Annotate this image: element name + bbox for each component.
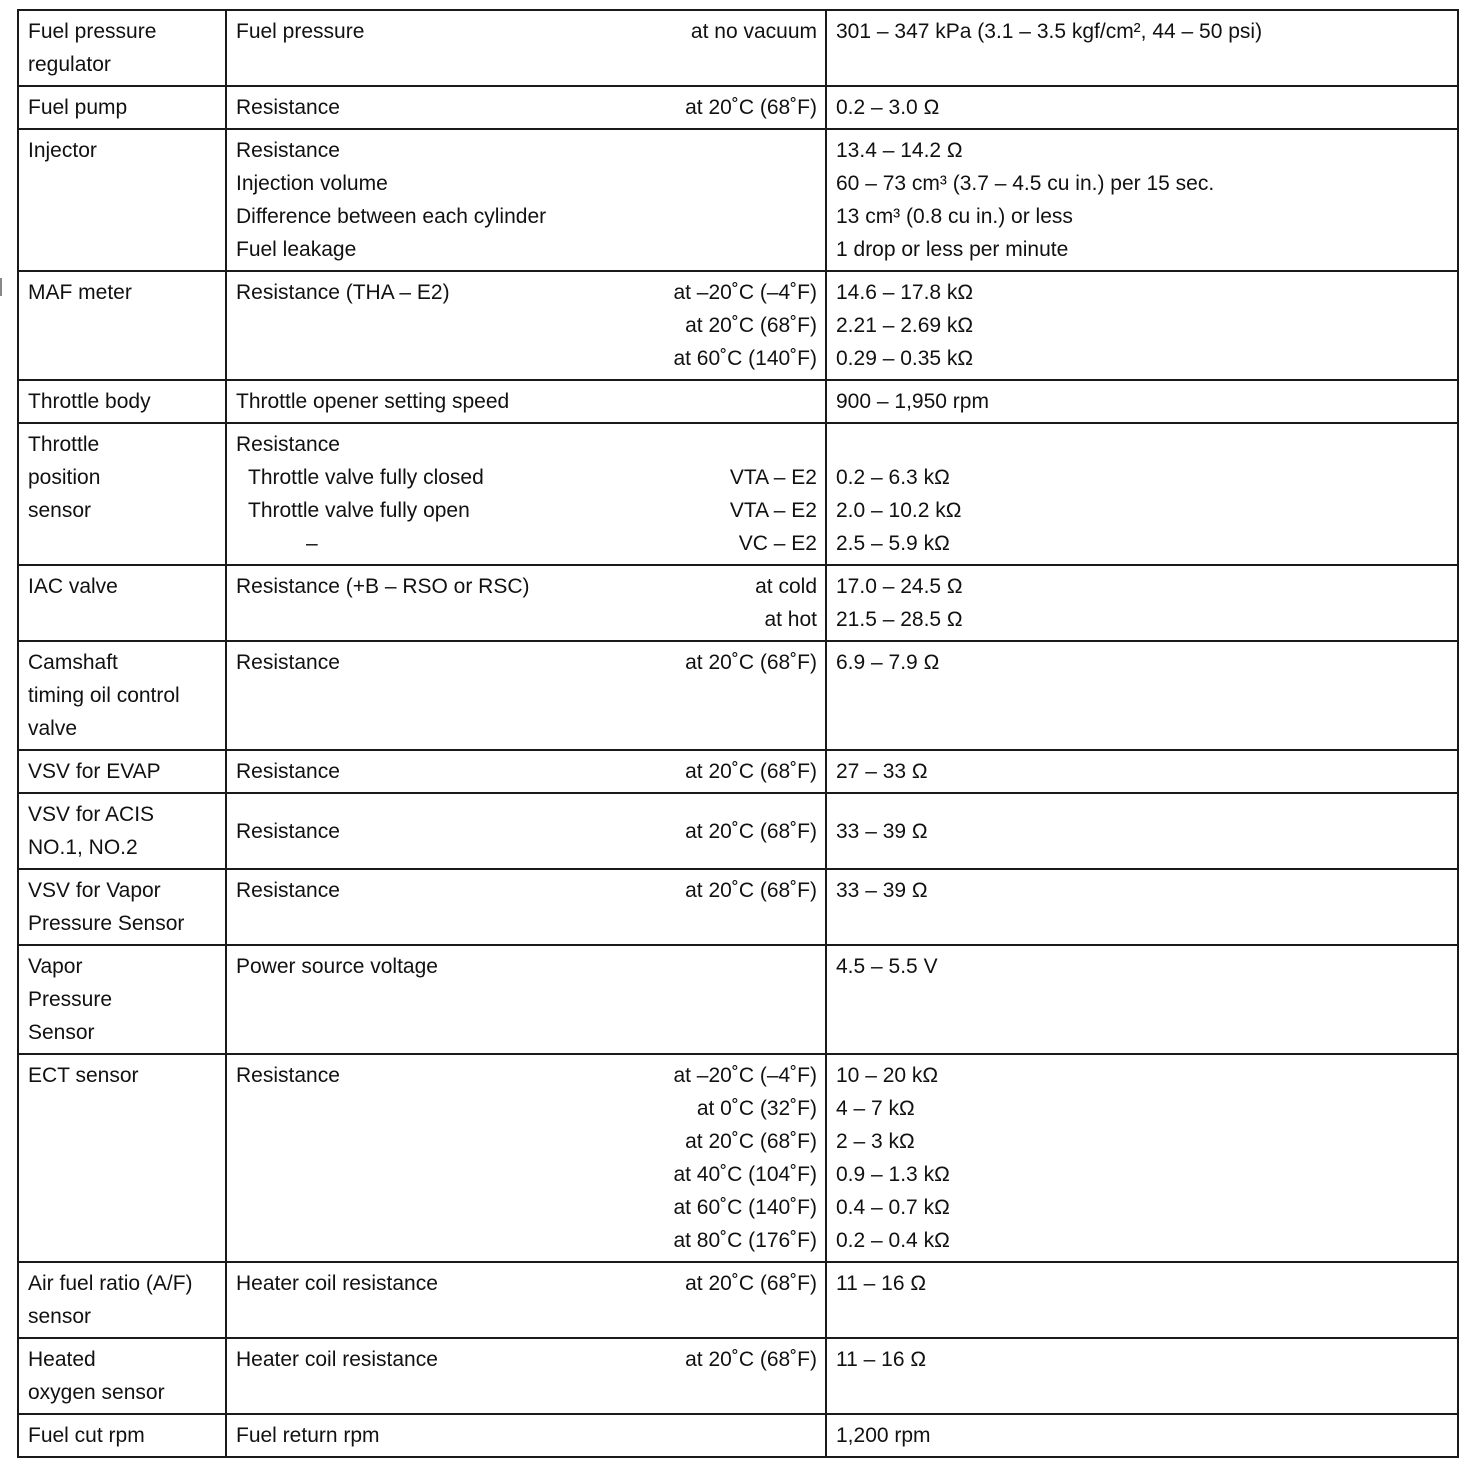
spec-value: 2.5 – 5.9 kΩ (836, 532, 950, 555)
item-label: Injection volume (236, 172, 388, 195)
item-condition: at 60˚C (140˚F) (673, 347, 817, 370)
item-line (236, 428, 817, 461)
item-line (236, 1158, 817, 1191)
item-condition: at 20˚C (68˚F) (685, 1348, 817, 1371)
spec-cell (826, 750, 1458, 793)
item-line (236, 874, 817, 907)
item-condition: VTA – E2 (729, 499, 817, 522)
item-line (236, 494, 817, 527)
item-condition: VC – E2 (738, 532, 817, 555)
component-name: IAC valve (28, 575, 118, 598)
item-label: Resistance (236, 819, 340, 843)
component-cell (18, 380, 226, 423)
spec-cell (826, 423, 1458, 565)
item-condition: at 20˚C (68˚F) (685, 879, 817, 902)
item-line (236, 233, 817, 266)
spec-value: 33 – 39 Ω (836, 879, 928, 902)
item-label: Fuel leakage (236, 238, 357, 261)
spec-value: 0.2 – 0.4 kΩ (836, 1229, 950, 1252)
item-label: Resistance (236, 433, 340, 456)
table-row (18, 1262, 1458, 1338)
component-name: Camshaft timing oil control valve (28, 651, 180, 740)
item-line (236, 276, 817, 309)
item-cell (226, 565, 826, 641)
spec-value: 2.0 – 10.2 kΩ (836, 499, 962, 522)
spec-value: 13 cm³ (0.8 cu in.) or less (836, 205, 1073, 228)
spec-cell (826, 1054, 1458, 1262)
item-condition: at no vacuum (690, 20, 817, 43)
component-cell (18, 641, 226, 750)
component-cell (18, 1338, 226, 1414)
item-line (236, 1343, 817, 1376)
spec-value: 0.2 – 3.0 Ω (836, 96, 940, 119)
item-cell (226, 793, 826, 869)
component-cell (18, 423, 226, 565)
margin-mark (0, 278, 6, 296)
item-label: Heater coil resistance (236, 1272, 438, 1295)
spec-value (836, 428, 1449, 461)
spec-value: 11 – 16 Ω (836, 1348, 927, 1371)
item-condition: at 80˚C (176˚F) (673, 1229, 817, 1252)
component-name: VSV for Vapor Pressure Sensor (28, 879, 185, 935)
component-name: ECT sensor (28, 1064, 139, 1087)
item-label: Difference between each cylinder (236, 205, 547, 228)
item-label: Resistance (236, 1064, 340, 1087)
spec-value: 21.5 – 28.5 Ω (836, 608, 963, 631)
item-condition: at 20˚C (68˚F) (685, 819, 817, 843)
item-cell (226, 869, 826, 945)
item-cell (226, 10, 826, 86)
item-condition: at 40˚C (104˚F) (673, 1163, 817, 1186)
component-cell (18, 129, 226, 271)
spec-cell (826, 10, 1458, 86)
item-line (236, 309, 817, 342)
item-condition: at 60˚C (140˚F) (673, 1196, 817, 1219)
item-label: Resistance (236, 879, 340, 902)
item-cell (226, 380, 826, 423)
table-row (18, 1414, 1458, 1457)
table-row (18, 793, 1458, 869)
item-label: Throttle valve fully closed (248, 466, 484, 489)
item-label: Power source voltage (236, 955, 438, 978)
spec-cell (826, 793, 1458, 869)
component-name: Fuel cut rpm (28, 1424, 145, 1447)
component-cell (18, 271, 226, 380)
table-row (18, 641, 1458, 750)
spec-cell (826, 380, 1458, 423)
item-label: – (306, 532, 318, 555)
spec-value: 14.6 – 17.8 kΩ (836, 281, 974, 304)
item-line (236, 1191, 817, 1224)
spec-value: 0.2 – 6.3 kΩ (836, 466, 950, 489)
item-line (236, 603, 817, 636)
spec-value: 27 – 33 Ω (836, 760, 928, 783)
table-row (18, 86, 1458, 129)
item-condition: at 0˚C (32˚F) (696, 1097, 817, 1120)
component-cell (18, 1414, 226, 1457)
component-name: Air fuel ratio (A/F) sensor (28, 1272, 193, 1328)
item-label: Throttle opener setting speed (236, 390, 510, 413)
component-name: Fuel pump (28, 96, 128, 119)
item-line (236, 1419, 817, 1452)
component-name: VSV for ACIS NO.1, NO.2 (28, 803, 155, 859)
table-row (18, 129, 1458, 271)
spec-value: 4.5 – 5.5 V (836, 955, 938, 978)
component-cell (18, 1054, 226, 1262)
item-cell (226, 1414, 826, 1457)
component-name: Injector (28, 139, 97, 162)
item-cell (226, 129, 826, 271)
item-condition: at –20˚C (–4˚F) (673, 1064, 817, 1087)
specification-table (17, 9, 1459, 1458)
spec-cell (826, 86, 1458, 129)
table-row (18, 1054, 1458, 1262)
item-condition: at –20˚C (–4˚F) (673, 281, 817, 304)
item-label: Resistance (236, 139, 340, 162)
item-line (236, 134, 817, 167)
item-label: Resistance (236, 651, 340, 674)
item-line (236, 385, 817, 418)
item-label: Heater coil resistance (236, 1348, 438, 1371)
item-line (236, 646, 817, 679)
item-label: Throttle valve fully open (248, 499, 470, 522)
item-line (236, 527, 817, 560)
component-name: VSV for EVAP (28, 760, 161, 783)
item-condition: at 20˚C (68˚F) (685, 1272, 817, 1295)
item-line (236, 570, 817, 603)
table-row (18, 945, 1458, 1054)
spec-cell (826, 869, 1458, 945)
item-line (236, 950, 817, 983)
table-row (18, 565, 1458, 641)
component-cell (18, 10, 226, 86)
spec-value: 6.9 – 7.9 Ω (836, 651, 940, 674)
item-line (236, 200, 817, 233)
item-cell (226, 1262, 826, 1338)
item-label: Resistance (+B – RSO or RSC) (236, 575, 530, 598)
item-line (236, 815, 817, 848)
table-row (18, 10, 1458, 86)
spec-cell (826, 641, 1458, 750)
spec-cell (826, 129, 1458, 271)
table-row (18, 271, 1458, 380)
item-line (236, 1092, 817, 1125)
item-condition: at 20˚C (68˚F) (685, 1130, 817, 1153)
spec-value: 0.9 – 1.3 kΩ (836, 1163, 950, 1186)
item-label: Resistance (236, 760, 340, 783)
component-cell (18, 869, 226, 945)
spec-value: 900 – 1,950 rpm (836, 390, 989, 413)
item-label: Resistance (236, 96, 340, 119)
item-cell (226, 86, 826, 129)
spec-value: 60 – 73 cm³ (3.7 – 4.5 cu in.) per 15 sec. (836, 172, 1215, 195)
item-label: Fuel pressure (236, 20, 365, 43)
table-row (18, 1338, 1458, 1414)
specification-table-body (18, 10, 1458, 1457)
item-line (236, 755, 817, 788)
item-condition: at 20˚C (68˚F) (685, 96, 817, 119)
item-condition: at 20˚C (68˚F) (685, 314, 817, 337)
spec-value: 10 – 20 kΩ (836, 1064, 939, 1087)
component-name: MAF meter (28, 281, 132, 304)
component-cell (18, 945, 226, 1054)
item-cell (226, 945, 826, 1054)
component-cell (18, 793, 226, 869)
item-line (236, 15, 817, 48)
spec-value: 0.4 – 0.7 kΩ (836, 1196, 950, 1219)
component-cell (18, 1262, 226, 1338)
item-condition: VTA – E2 (729, 466, 817, 489)
spec-value: 301 – 347 kPa (3.1 – 3.5 kgf/cm², 44 – 50 psi) (836, 20, 1263, 43)
table-row (18, 750, 1458, 793)
component-name: Throttle position sensor (28, 433, 101, 522)
item-line (236, 1059, 817, 1092)
component-cell (18, 750, 226, 793)
component-name: Vapor Pressure Sensor (28, 955, 113, 1044)
spec-value: 0.29 – 0.35 kΩ (836, 347, 974, 370)
spec-cell (826, 1414, 1458, 1457)
item-cell (226, 1338, 826, 1414)
item-condition: at 20˚C (68˚F) (685, 760, 817, 783)
spec-cell (826, 1262, 1458, 1338)
component-name: Throttle body (28, 390, 151, 413)
spec-value: 4 – 7 kΩ (836, 1097, 915, 1120)
item-line (236, 91, 817, 124)
component-name: Heated oxygen sensor (28, 1348, 165, 1404)
component-cell (18, 565, 226, 641)
table-row (18, 869, 1458, 945)
spec-cell (826, 271, 1458, 380)
spec-value: 1 drop or less per minute (836, 238, 1069, 261)
spec-value: 13.4 – 14.2 Ω (836, 139, 963, 162)
item-cell (226, 271, 826, 380)
item-line (236, 1267, 817, 1300)
component-name: Fuel pressure regulator (28, 20, 157, 76)
spec-value: 1,200 rpm (836, 1424, 931, 1447)
item-cell (226, 750, 826, 793)
spec-cell (826, 1338, 1458, 1414)
item-cell (226, 423, 826, 565)
item-line (236, 1125, 817, 1158)
item-condition: at 20˚C (68˚F) (685, 651, 817, 674)
item-label: Fuel return rpm (236, 1424, 380, 1447)
spec-value: 11 – 16 Ω (836, 1272, 927, 1295)
spec-value: 17.0 – 24.5 Ω (836, 575, 963, 598)
table-row (18, 380, 1458, 423)
item-line (236, 167, 817, 200)
spec-value: 2 – 3 kΩ (836, 1130, 915, 1153)
component-cell (18, 86, 226, 129)
item-line (236, 342, 817, 375)
item-label: Resistance (THA – E2) (236, 281, 450, 304)
table-row (18, 423, 1458, 565)
item-line (236, 1224, 817, 1257)
item-condition: at hot (764, 608, 817, 631)
spec-value: 2.21 – 2.69 kΩ (836, 314, 974, 337)
spec-cell (826, 945, 1458, 1054)
item-condition: at cold (755, 575, 817, 598)
spec-cell (826, 565, 1458, 641)
item-line (236, 461, 817, 494)
item-cell (226, 641, 826, 750)
spec-value: 33 – 39 Ω (836, 819, 928, 843)
item-cell (226, 1054, 826, 1262)
